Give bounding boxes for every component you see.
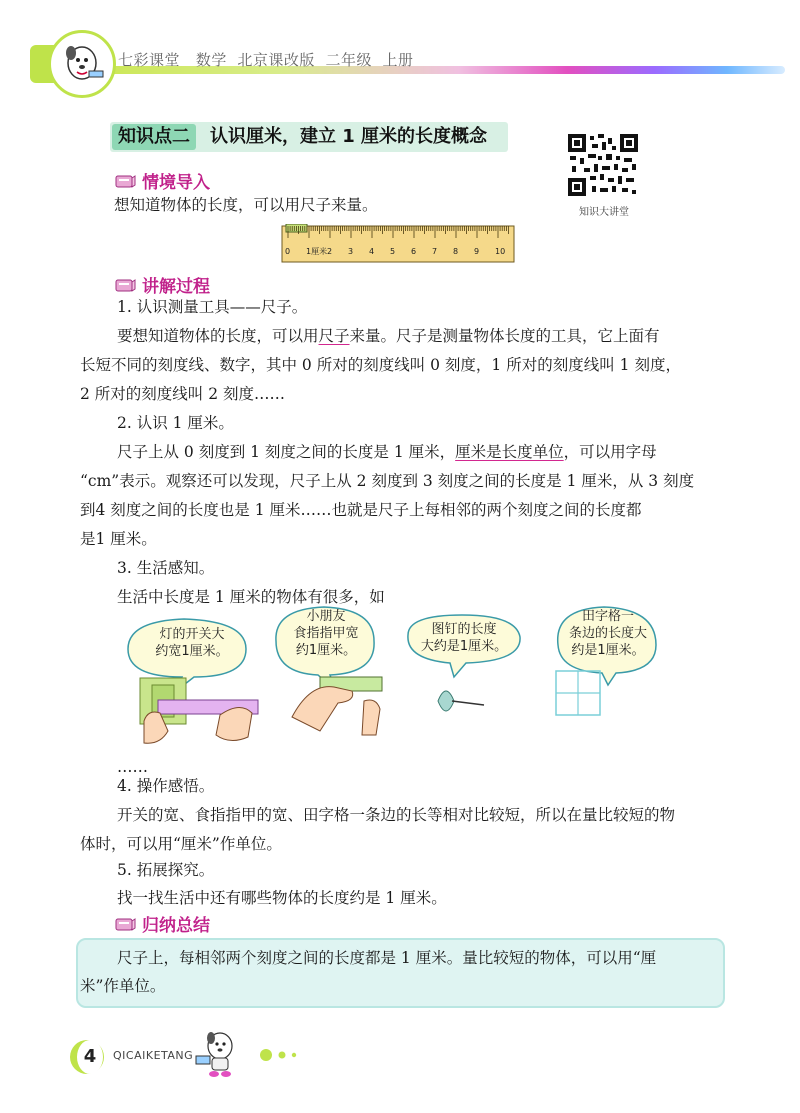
qr-label: 知识大讲堂	[579, 207, 629, 218]
book-icon	[114, 916, 136, 932]
ruler-label: 5	[390, 247, 396, 256]
ruler-label: 7	[432, 247, 438, 256]
mascot-icon	[51, 33, 113, 95]
step1-line2: 长短不同的刻度线、数字，其中 0 所对的刻度线叫 0 刻度，1 所对的刻度线叫 1 刻度，	[80, 356, 681, 374]
footer-mascot-icon	[190, 1022, 250, 1082]
ruler-label: 0	[285, 247, 291, 256]
step4-line2: 体时，可以用“厘米”作单位。	[80, 835, 282, 853]
step2-l1a: 尺子上从 0 刻度到 1 刻度之间的长度是 1 厘米，	[117, 443, 456, 461]
ruler-label: 2	[327, 247, 333, 256]
bubble-4-line3: 约是1厘米。	[571, 643, 645, 658]
page-title: 认识厘米，建立 1 厘米的长度概念	[210, 126, 488, 147]
book-icon	[114, 277, 136, 293]
step2-l1-highlight: 厘米是长度单位	[455, 443, 564, 461]
page-number: 4	[77, 1040, 103, 1074]
bubble-1-line1: 灯的开关大	[159, 627, 225, 642]
section-head-process: 讲解过程	[142, 277, 210, 297]
step1-line1	[117, 322, 660, 351]
mascot-logo	[48, 30, 116, 98]
book-icon	[114, 173, 136, 189]
header-volume: 上册	[382, 51, 414, 69]
ruler-label: 6	[411, 247, 417, 256]
ruler-label: 4	[369, 247, 375, 256]
ruler-label: 8	[453, 247, 459, 256]
header-series: 七彩课堂	[118, 51, 181, 69]
examples-ellipsis: ……	[117, 758, 148, 776]
bubble-2-line2: 食指指甲宽	[293, 626, 359, 641]
bubble-grid	[558, 608, 658, 659]
bubble-fingernail	[276, 608, 376, 659]
footer-dots	[258, 1047, 308, 1063]
step5-title: 5. 拓展探究。	[117, 861, 215, 879]
summary-line1: 尺子上，每相邻两个刻度之间的长度都是 1 厘米。量比较短的物体，可以用“厘	[117, 949, 657, 967]
step1-l1c: 来量。尺子是测量物体长度的工具，它上面有	[349, 327, 660, 345]
qr-code-icon[interactable]	[568, 134, 638, 196]
bubble-4-line1: 田字格一	[581, 609, 634, 624]
step2-line3: 到4 刻度之间的长度也是 1 厘米……也就是尺子上每相邻的两个刻度之间的长度都	[80, 501, 642, 519]
bubble-3-line2: 大约是1厘米。	[420, 639, 508, 654]
section-head-summary: 归纳总结	[142, 916, 210, 936]
summary-line2: 米”作单位。	[80, 977, 166, 995]
bubble-2-line1: 小朋友	[306, 609, 346, 624]
ruler-illustration	[280, 224, 516, 264]
ruler-label: 1厘米	[306, 247, 328, 256]
step1-l1-highlight: 尺子	[318, 327, 350, 345]
section-intro	[114, 168, 210, 193]
footer-brand: QICAIKETANG	[113, 1049, 194, 1062]
header-grade: 二年级	[325, 51, 372, 69]
section-summary	[114, 911, 210, 936]
intro-text: 想知道物体的长度，可以用尺子来量。	[114, 196, 378, 214]
bubble-1-line2: 约宽1厘米。	[155, 644, 229, 659]
header-text	[118, 49, 414, 70]
bubble-2-line3: 约1厘米。	[295, 643, 357, 658]
step2-line4: 是1 厘米。	[80, 530, 157, 548]
step4-line1: 开关的宽、食指指甲的宽、田字格一条边的长等相对比较短，所以在量比较短的物	[117, 806, 676, 824]
step1-title: 1. 认识测量工具——尺子。	[117, 298, 308, 316]
header-edition: 北京课改版	[237, 51, 315, 69]
header-subject: 数学	[195, 51, 227, 69]
title-tag: 知识点二	[112, 124, 196, 150]
step1-line3: 2 所对的刻度线叫 2 刻度……	[80, 385, 286, 403]
step2-l1c: ，可以用字母	[563, 443, 657, 461]
bubble-4-line2: 条边的长度大	[568, 626, 647, 641]
ruler-label: 9	[474, 247, 480, 256]
step2-title: 2. 认识 1 厘米。	[117, 414, 234, 432]
step3-line1: 生活中长度是 1 厘米的物体有很多，如	[117, 588, 385, 606]
bubble-3-line1: 图钉的长度	[431, 622, 497, 637]
step2-line2: “cm”表示。观察还可以发现，尺子上从 2 刻度到 3 刻度之间的长度是 1 厘米，从 3 刻度	[80, 472, 695, 490]
bubble-switch	[137, 626, 247, 660]
step4-title: 4. 操作感悟。	[117, 777, 215, 795]
ruler-label: 10	[495, 247, 506, 256]
bubble-thumbtack	[408, 621, 520, 655]
ruler-label: 3	[348, 247, 354, 256]
step3-title: 3. 生活感知。	[117, 559, 215, 577]
section-head-intro: 情境导入	[142, 173, 210, 193]
step2-line1	[117, 438, 657, 467]
step5-line1: 找一找生活中还有哪些物体的长度约是 1 厘米。	[117, 889, 447, 907]
step1-l1a: 要想知道物体的长度，可以用	[117, 327, 319, 345]
